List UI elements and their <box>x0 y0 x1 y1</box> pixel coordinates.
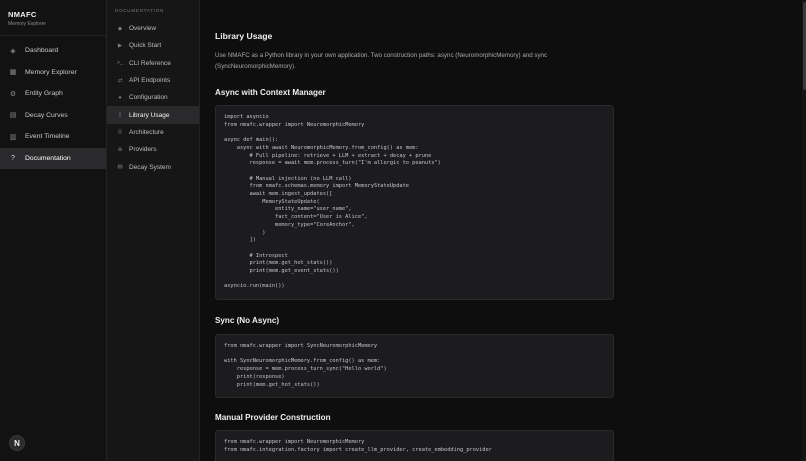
help-icon: ? <box>11 154 15 162</box>
code-block-sync[interactable] <box>215 334 614 398</box>
app-sidebar <box>0 0 107 461</box>
code-text: from nmafc.wrapper import SyncNeuromorphicMemory with SyncNeuromorphicMemory.from_config() as mem: response = mem.process_turn_sync("Hello world") print(response) print(mem.get_hot_stats()) <box>224 343 387 388</box>
sidebar-item-event-timeline[interactable] <box>0 126 106 148</box>
docs-item-label: Providers <box>129 146 157 154</box>
docs-item-label: CLI Reference <box>129 59 171 67</box>
layers-icon: ◎ <box>117 129 123 136</box>
docs-item-cli-reference[interactable] <box>107 55 199 72</box>
sidebar-item-dashboard[interactable] <box>0 40 106 62</box>
app-title: NMAFC <box>8 10 37 19</box>
section-heading-manual-provider: Manual Provider Construction <box>215 413 331 422</box>
database-icon: ▦ <box>9 69 17 77</box>
docs-item-label: Architecture <box>129 128 164 136</box>
code-text: from nmafc.wrapper import NeuromorphicMemory from nmafc.integration.factory import create_llm_provider, create_embedding_provider <box>224 439 492 453</box>
docs-item-label: API Endpoints <box>129 77 171 85</box>
app-subtitle: Memory Explorer <box>8 21 47 27</box>
sidebar-item-decay-curves[interactable] <box>0 105 106 127</box>
sidebar-item-label: Dashboard <box>25 47 59 55</box>
docs-item-quick-start[interactable] <box>107 37 199 54</box>
sidebar-item-documentation[interactable] <box>0 148 106 170</box>
document-icon: ▤ <box>117 164 123 171</box>
section-heading-async: Async with Context Manager <box>215 88 326 97</box>
docs-item-label: Overview <box>129 25 157 33</box>
docs-item-api-endpoints[interactable] <box>107 72 199 89</box>
api-icon: ⇄ <box>117 77 123 84</box>
code-block-manual-provider[interactable] <box>215 430 614 461</box>
docs-item-label: Decay System <box>129 163 171 171</box>
docs-sidebar <box>107 0 200 461</box>
timeline-icon: ▥ <box>9 133 17 141</box>
main-nav <box>0 40 106 169</box>
sidebar-item-label: Documentation <box>25 154 71 162</box>
docs-item-label: Quick Start <box>129 42 162 50</box>
sidebar-item-entity-graph[interactable] <box>0 83 106 105</box>
code-text: import asyncio from nmafc.wrapper import NeuromorphicMemory async def main(): async with await NeuromorphicMemory.from_config() as mem: # Full pipeline: retrieve + LLM + extract + decay + prune response = await mem.process_turn("I'm allergic to peanuts") # Manual injection (no LLM call) from nmafc.schemas.memory import MemoryStateUpdate await mem.ingest_updates([ MemoryStateUpdate( entity_name="user_name", fact_content="User is Alice", memory_type="CoreAnchor", ) ]) # Introspect print(mem.get_hot_stats()) print(mem.get_event_stats()) asyncio.run(main()) <box>224 114 441 290</box>
avatar[interactable]: N <box>9 435 25 451</box>
section-heading-sync: Sync (No Async) <box>215 316 280 325</box>
docs-item-architecture[interactable] <box>107 124 199 141</box>
chart-icon: ▤ <box>9 112 17 120</box>
scrollbar[interactable] <box>802 0 806 461</box>
sidebar-item-label: Event Timeline <box>25 133 70 141</box>
docs-item-label: Configuration <box>129 94 168 102</box>
diamond-icon: ◈ <box>10 47 16 55</box>
scrollbar-thumb[interactable] <box>803 2 806 90</box>
sidebar-item-label: Decay Curves <box>25 111 68 119</box>
docs-item-configuration[interactable] <box>107 89 199 106</box>
gear-icon: ● <box>118 94 122 101</box>
plug-icon: ⊕ <box>117 146 123 153</box>
sidebar-item-memory-explorer[interactable] <box>0 62 106 84</box>
page-title: Library Usage <box>215 31 273 41</box>
main-content <box>200 0 806 461</box>
sidebar-item-label: Memory Explorer <box>25 68 77 76</box>
docs-item-providers[interactable] <box>107 141 199 158</box>
docs-item-decay-system[interactable] <box>107 158 199 175</box>
brand <box>0 0 106 36</box>
diamond-icon: ◆ <box>117 25 123 32</box>
doc-article <box>215 31 615 453</box>
docs-item-library-usage[interactable] <box>107 106 199 123</box>
intro-paragraph: Use NMAFC as a Python library in your own application. Two construction paths: async (NeuromorphicMemory) and sync (SyncNeuromorphicMemory). <box>215 52 548 70</box>
terminal-icon: >_ <box>116 60 124 67</box>
sidebar-item-label: Entity Graph <box>25 90 63 98</box>
book-icon: ▯ <box>118 112 122 119</box>
graph-icon: ⚙ <box>9 90 17 98</box>
docs-item-label: Library Usage <box>129 111 170 119</box>
docs-heading: DOCUMENTATION <box>115 8 164 13</box>
docs-item-overview[interactable] <box>107 20 199 37</box>
play-icon: ▶ <box>117 42 123 49</box>
code-block-async[interactable] <box>215 105 614 300</box>
